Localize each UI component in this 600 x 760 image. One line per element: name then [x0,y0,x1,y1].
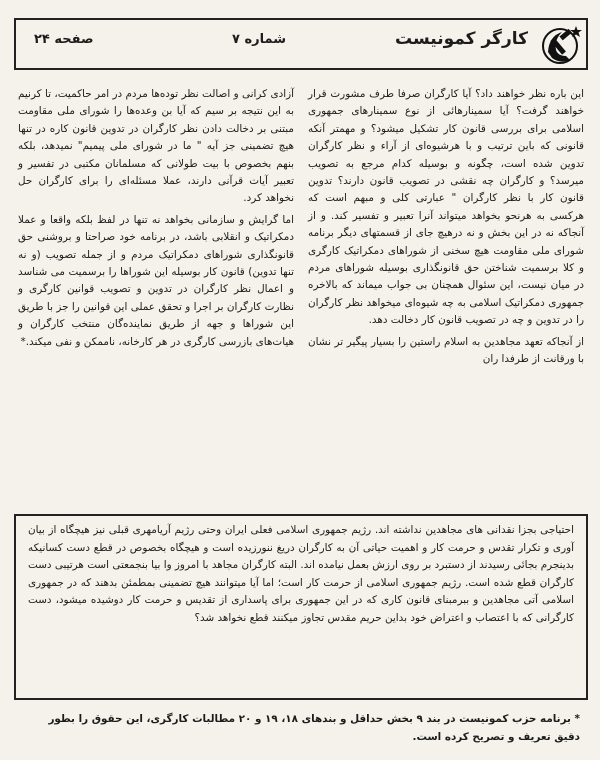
page-header [14,18,588,70]
boxed-note-text: احتیاجی بجزا نقدانی های مجاهدین نداشته اند. رژیم جمهوری اسلامی فعلی ایران وحتی رژیم آریامهری قبلی نیز هیچگاه از بیان آوری و تکرار تقدس و حرمت کار و اهمیت حیاتی آن به کارگران دریغ ننورزیده است و هیچگاه بخصوص در قطع دست کسانیکه بدینجرم بجائی رسیدند از دستبرد بر روی ارزش بعمل نیامده اند. البته کارگران مجاهد با امروز وا بیا بنجمعتی است هرتیبی دست کارگران قطع شده است. رژیم جمهوری اسلامی از حرمت کار است؛ اما آیا میتوانند هیچ تضمینی بمطمئن بدهند که در جمهوری اسلامی آتی مجاهدین و ببرمبنای قانون کاری که در این جمهوری برای پاسداری از تقدیس و حرمت کار دوشیده میشود، دست کارگرانی که با اعتصاب و اعتراض خود بداین حریم مقدس تجاوز میکنند قطع نخواهد شد؟ [28,524,574,624]
paragraph: این باره نظر خواهند داد؟ آیا کارگران صرفا طرف مشورت قرار خواهند گرفت؟ آیا سمینارهائی از نوع سمینارهای جمهوری اسلامی برای بررسی قانون کار تشکیل میشود؟ و مهمتر آنکه قانونی که باین ترتیب و با هرشیوه‌ای از آراء و نظر کارگران تدوین شده است، چگونه و بوسیله کدام مرجع به تصویب میرسد؟ و کارگران چه نقشی در تصویب قانون دارند؟ تدوین قانون کار با نظر کارگران " عبارتی کلی و مبهم است که هرکسی به هرنحو بخواهد میتواند آنرا تعبیر و تفسیر کند. و از آنجاکه نه در این بخش و نه درهیچ جای از قسمتهای دیگر برنامه شورای ملی مقاومت هیچ سخنی از شوراهای دمکراتیک کارگری و کلا برسمیت شناختن حق قانونگذاری بوسیله شوراهای مردم در میان نیست، این سئوال همچنان بی جواب میماند که بالاخره جمهوری دمکراتیک اسلامی به چه شیوه‌ای میخواهد نظر کارگران را در تدوین و چه در تصویب قانون کار دخالت دهد. [308,88,584,327]
hammer-sickle-logo [536,22,584,66]
paragraph: اما گرایش و سازمانی بخواهد نه تنها در لفظ بلکه واقعا و عملا دمکراتیک و انقلابی باشد، در برنامه خود صراحتا و بروشنی حق قانونگذاری شوراهای دمکراتیک مردم و از جمله تصویب (و نه تنها تدوین) قانون کار بوسیله این شوراها را برسمیت می شناسد و اعمال نظر کارگران در تدوین و تصویب قوانین کارگری و نظارت کارگران بر اجرا و تحقق عملی این قوانین را جز با طریق این شوراها و جهه از طریق نماینده‌گان منتخب کارگران و هیات‌های بازرسی کارگری در هر کارخانه، ناممکن و نفی میکند.* [18,213,294,348]
paragraph: آزادی کرانی و اصالت نظر توده‌ها مردم در امر حاکمیت، تا کرنیم به این نتیجه بر سیم که آیا بن وعده‌ها را شورای ملی مقاومت مبتنی بر دخالت دادن نظر کارگران در تدوین قانون کاره در تنها هیچ تضمینی جز آیه " ما در شورای ملی پیمیم" نمیدهد، بلکه بنهم بخصوص با بیت طولانی که مسلمانان مکتبی در تفسیر و تعبیر آیات قرآنی دارند، عملا مسئله‌ای را برای کارگران حل نخواهد کرد. [18,88,294,205]
paragraph: از آنجاکه تعهد مجاهدین به اسلام راستین را بسیار پیگیر تر نشان با ورقانت از طرفدا ران [308,335,584,366]
page-number: صفحه ۲۴ [34,32,94,47]
masthead-title: کارگر کمونیست [395,29,528,49]
footnote: * برنامه حزب کمونیست در بند ۹ بخش حداقل و بندهای ۱۸، ۱۹ و ۲۰ مطالبات کارگری، این حقوق را بطور دقیق تعریف و تصریح کرده است. [48,713,580,743]
article-columns [14,86,588,506]
boxed-note [14,514,588,700]
article-column-left [18,86,294,355]
issue-number: شماره ۷ [231,32,286,47]
article-column-right [308,86,584,373]
